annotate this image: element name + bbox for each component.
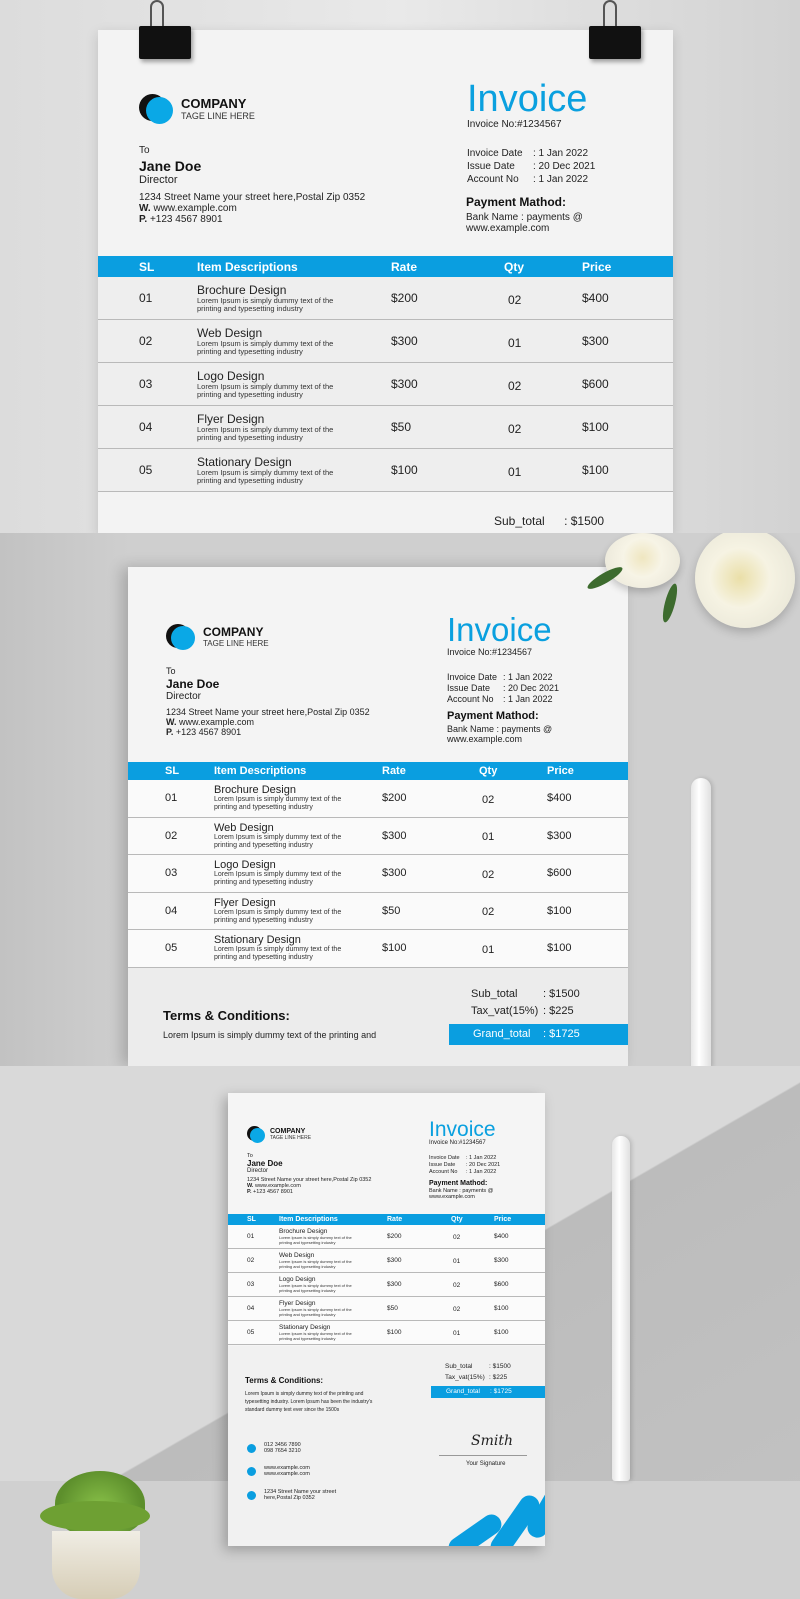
cell-price: $100 — [547, 942, 572, 955]
terms-heading: Terms & Conditions: — [245, 1376, 324, 1385]
cell-sl: 02 — [247, 1257, 255, 1264]
cell-sl: 04 — [165, 904, 178, 917]
cell-price: $300 — [547, 829, 572, 842]
company-logo — [139, 93, 255, 125]
cell-sl: 05 — [247, 1329, 255, 1336]
cell-price: $100 — [494, 1329, 509, 1336]
roses-decoration — [585, 533, 800, 653]
bill-to: To Jane Doe Director 1234 Street Name your street here,Postal Zip 0352 W. www.example.com P. +123 4567 8901 — [166, 666, 370, 737]
cell-sl: 04 — [247, 1305, 255, 1312]
phone-icon — [247, 1444, 256, 1453]
binder-clip-left — [139, 26, 191, 59]
cell-qty: 01 — [453, 1258, 461, 1265]
table-header: SL Item Descriptions Rate Qty Price — [228, 1214, 545, 1225]
location-pin-icon — [247, 1491, 256, 1500]
cell-price: $400 — [547, 792, 572, 805]
cell-rate: $300 — [387, 1281, 402, 1288]
cell-price: $300 — [494, 1257, 509, 1264]
cell-price: $400 — [494, 1233, 509, 1240]
signature-script: Smith — [471, 1433, 513, 1449]
cell-qty: 02 — [453, 1306, 461, 1313]
table-row — [98, 449, 673, 492]
table-row — [228, 1249, 545, 1273]
company-name: COMPANY — [181, 96, 247, 111]
invoice-sheet-2: COMPANY TAGE LINE HERE Invoice Invoice No:#1234567 Invoice Date : 1 Jan 2022 Issue Date : 20 Dec 2021 Account No : 1 Jan 2022 Payment Mathod: Bank Name : payments @ www.example.com To Jane Doe Director 1234 Street Name your street here,Postal Zip 0352 W. www.example.com P. +123 4567 8901 SL Item Descriptions Rate Qty Price Sub_total : $1500 Tax_vat(15%) : $225 Grand_total : $1725 Terms & Conditions: Lorem Ipsum is simply dummy text of the printing and 01 Brochure Design Lorem Ipsum is simply dummy text of the printing and typesetting industry $200 02 $400 02 Web Design Lorem Ipsum is simply dummy text of the printing and typesetting industry $300 01 $300 03 Logo Design Lorem Ipsum is simply dummy text of the printing and typesetting industry $300 02 $600 04 Flyer Design Lorem Ipsum is simply dummy text of the printing and typesetting industry $50 02 $100 05 Stationary Design Lorem Ipsum is simply dummy text of the printing and typesetting industry $100 01 $100 — [128, 567, 628, 1066]
cell-sl: 01 — [247, 1233, 255, 1240]
cell-rate: $100 — [382, 942, 407, 955]
cell-price: $600 — [494, 1281, 509, 1288]
cell-description: Stationary Design Lorem Ipsum is simply dummy text of the printing and typesetting industry — [279, 1324, 352, 1341]
table-row — [98, 277, 673, 320]
cell-price: $600 — [547, 867, 572, 880]
cell-price: $300 — [582, 334, 609, 348]
cell-rate: $100 — [387, 1329, 402, 1336]
mockup-panel-full — [0, 1066, 800, 1599]
grand-total: Grand_total : $1725 — [431, 1386, 545, 1398]
cell-description: Brochure Design Lorem Ipsum is simply dummy text of the printing and typesetting industry — [197, 282, 334, 313]
cell-description: Web Design Lorem Ipsum is simply dummy text of the printing and typesetting industry — [279, 1252, 352, 1269]
wall-shadow — [0, 533, 130, 1066]
invoice-meta: Invoice Date : 1 Jan 2022 Issue Date : 20 Dec 2021 Account No : 1 Jan 2022 — [447, 672, 560, 704]
logo-mark-icon — [139, 93, 173, 125]
cell-description: Flyer Design Lorem Ipsum is simply dummy text of the printing and typesetting industry — [197, 411, 334, 442]
company-logo: COMPANY TAGE LINE HERE — [166, 623, 269, 651]
payment-method: Payment Mathod: Bank Name : payments @ www.example.com — [447, 710, 553, 744]
bill-to: To Jane Doe Director 1234 Street Name your street here,Postal Zip 0352 W. www.example.com P. +123 4567 8901 — [247, 1153, 372, 1195]
company-logo: COMPANY TAGE LINE HERE — [247, 1126, 311, 1143]
binder-clip-right — [589, 26, 641, 59]
table-row — [128, 818, 628, 856]
cell-rate: $300 — [391, 377, 418, 391]
table-row — [98, 406, 673, 449]
plant-decoration — [30, 1456, 160, 1599]
cell-sl: 01 — [165, 792, 178, 805]
cell-description: Logo Design Lorem Ipsum is simply dummy text of the printing and typesetting industry — [279, 1276, 352, 1293]
terms-text: Lorem Ipsum is simply dummy text of the printing and typesetting industry. Lorem Ipsum has been the industry's standard dummy text ever since the 1500s — [245, 1391, 373, 1413]
cell-rate: $200 — [382, 792, 407, 805]
cell-qty: 01 — [482, 831, 495, 844]
cell-sl: 03 — [165, 867, 178, 880]
cell-price: $100 — [582, 463, 609, 477]
logo-mark-icon — [166, 623, 196, 651]
cell-sl: 02 — [139, 334, 153, 348]
totals: Sub_total : $1500 Tax_vat(15%) : $225 — [471, 988, 580, 1017]
contact-phone: 012 3456 7890 098 7654 3210 — [247, 1442, 301, 1454]
terms-heading: Terms & Conditions: — [163, 1008, 290, 1023]
cell-price: $600 — [582, 377, 609, 391]
signature-label: Your Signature — [466, 1461, 506, 1467]
cell-description: Flyer Design Lorem Ipsum is simply dummy text of the printing and typesetting industry — [214, 896, 342, 924]
cell-price: $100 — [582, 420, 609, 434]
table-row — [228, 1273, 545, 1297]
cell-qty: 01 — [482, 943, 495, 956]
table-row — [98, 363, 673, 406]
pencil-decoration — [691, 778, 711, 1066]
table-row — [98, 320, 673, 363]
cell-description: Flyer Design Lorem Ipsum is simply dummy text of the printing and typesetting industry — [279, 1300, 352, 1317]
cell-sl: 04 — [139, 420, 153, 434]
cell-rate: $100 — [391, 463, 418, 477]
table-row — [128, 893, 628, 931]
cell-qty: 02 — [508, 292, 522, 307]
cell-rate: $300 — [382, 867, 407, 880]
table-header: SL Item Descriptions Rate Qty Price — [128, 762, 628, 780]
cell-qty: 02 — [453, 1234, 461, 1241]
bill-to: To Jane Doe Director 1234 Street Name your street here,Postal Zip 0352 W. www.example.com P. +123 4567 8901 — [139, 145, 366, 225]
cell-description: Web Design Lorem Ipsum is simply dummy text of the printing and typesetting industry — [197, 325, 334, 356]
cell-description: Logo Design Lorem Ipsum is simply dummy text of the printing and typesetting industry — [214, 859, 342, 887]
cell-rate: $200 — [387, 1233, 402, 1240]
invoice-meta: Invoice Date : 1 Jan 2022 Issue Date : 20 Dec 2021 Account No : 1 Jan 2022 — [429, 1155, 501, 1175]
cell-description: Brochure Design Lorem Ipsum is simply dummy text of the printing and typesetting industry — [279, 1228, 352, 1245]
cell-qty: 02 — [508, 421, 522, 436]
cell-description: Stationary Design Lorem Ipsum is simply dummy text of the printing and typesetting industry — [197, 454, 334, 485]
cell-qty: 02 — [482, 868, 495, 881]
table-header: SL Item Descriptions Rate Qty Price — [98, 256, 673, 277]
totals: Sub_total : $1500 Tax_vat(15%) : $225 — [445, 1363, 511, 1381]
invoice-sheet-3: COMPANY TAGE LINE HERE Invoice Invoice No:#1234567 Invoice Date : 1 Jan 2022 Issue Date : 20 Dec 2021 Account No : 1 Jan 2022 Payment Mathod: Bank Name : payments @ www.example.com To Jane Doe Director 1234 Street Name your street here,Postal Zip 0352 W. www.example.com P. +123 4567 8901 SL Item Descriptions Rate Qty Price Sub_total : $1500 Tax_vat(15%) : $225 Grand_total : $1725 Terms & Conditions: Lorem Ipsum is simply dummy text of the printing and typesetting industry. Lorem Ipsum has been the industry's standard dummy text ever since the 1500s 012 3456 7890 098 7654 3210 www.example.com www.example.com 1234 Street Name your street here,Postal Zip 0352 Smith Your Signature 01 Brochure Design Lorem Ipsum is simply dummy text of the printing and typesetting industry $200 02 $400 02 Web Design Lorem Ipsum is simply dummy text of the printing and typesetting industry $300 01 $300 03 Logo Design Lorem Ipsum is simply dummy text of the printing and typesetting industry $300 02 $600 04 Flyer Design Lorem Ipsum is simply dummy text of the printing and typesetting industry $50 02 $100 05 Stationary Design Lorem Ipsum is simply dummy text of the printing and typesetting industry $100 01 $100 — [228, 1093, 545, 1546]
invoice-number: Invoice No:#1234567 — [467, 119, 562, 130]
cell-qty: 02 — [482, 906, 495, 919]
cell-qty: 01 — [453, 1330, 461, 1337]
grand-total: Grand_total : $1725 — [449, 1024, 628, 1045]
cell-price: $100 — [494, 1305, 509, 1312]
table-row — [128, 930, 628, 968]
terms-text: Lorem Ipsum is simply dummy text of the printing and — [163, 1030, 377, 1040]
cell-qty: 01 — [508, 464, 522, 479]
signature-line — [439, 1455, 527, 1456]
cell-rate: $50 — [391, 420, 412, 434]
table-row — [128, 780, 628, 818]
invoice-title: Invoice — [429, 1118, 496, 1141]
table-row — [228, 1297, 545, 1321]
cell-rate: $50 — [387, 1305, 398, 1312]
cell-rate: $300 — [382, 829, 407, 842]
pencil-decoration — [612, 1136, 630, 1481]
cell-description: Web Design Lorem Ipsum is simply dummy text of the printing and typesetting industry — [214, 821, 342, 849]
cell-rate: $50 — [382, 904, 401, 917]
mockup-panel-hanging — [0, 0, 800, 533]
table-row — [228, 1321, 545, 1345]
table-row — [228, 1225, 545, 1249]
cell-sl: 05 — [165, 942, 178, 955]
cell-rate: $300 — [387, 1257, 402, 1264]
decorative-blue-shapes — [435, 1486, 545, 1546]
cell-qty: 02 — [453, 1282, 461, 1289]
cell-sl: 02 — [165, 829, 178, 842]
invoice-title: Invoice — [447, 611, 552, 648]
globe-icon — [247, 1467, 256, 1476]
table-row — [128, 855, 628, 893]
cell-price: $400 — [582, 291, 609, 305]
cell-price: $100 — [547, 904, 572, 917]
contact-web: www.example.com www.example.com — [247, 1465, 310, 1477]
cell-sl: 03 — [247, 1281, 255, 1288]
cell-sl: 01 — [139, 291, 153, 305]
cell-rate: $300 — [391, 334, 418, 348]
invoice-title: Invoice — [467, 78, 588, 120]
cell-sl: 03 — [139, 377, 153, 391]
logo-mark-icon — [247, 1126, 265, 1143]
payment-method: Payment Mathod: Bank Name : payments @ www.example.com — [429, 1180, 494, 1200]
subtotal-partial: Sub_total : $1500 — [494, 514, 605, 528]
company-tagline: TAGE LINE HERE — [181, 111, 255, 121]
cell-description: Brochure Design Lorem Ipsum is simply dummy text of the printing and typesetting industry — [214, 784, 342, 812]
invoice-meta: Invoice Date : 1 Jan 2022 Issue Date : 20 Dec 2021 Account No : 1 Jan 2022 — [467, 148, 596, 185]
cell-rate: $200 — [391, 291, 418, 305]
invoice-sheet-1 — [98, 30, 673, 533]
cell-qty: 02 — [482, 793, 495, 806]
cell-qty: 02 — [508, 378, 522, 393]
contact-address: 1234 Street Name your street here,Postal Zip 0352 — [247, 1489, 336, 1501]
cell-sl: 05 — [139, 463, 153, 477]
payment-method: Payment Mathod: Bank Name : payments @ www.example.com — [466, 195, 583, 234]
cell-description: Stationary Design Lorem Ipsum is simply dummy text of the printing and typesetting industry — [214, 934, 342, 962]
cell-qty: 01 — [508, 335, 522, 350]
mockup-panel-closeup — [0, 533, 800, 1066]
cell-description: Logo Design Lorem Ipsum is simply dummy text of the printing and typesetting industry — [197, 368, 334, 399]
